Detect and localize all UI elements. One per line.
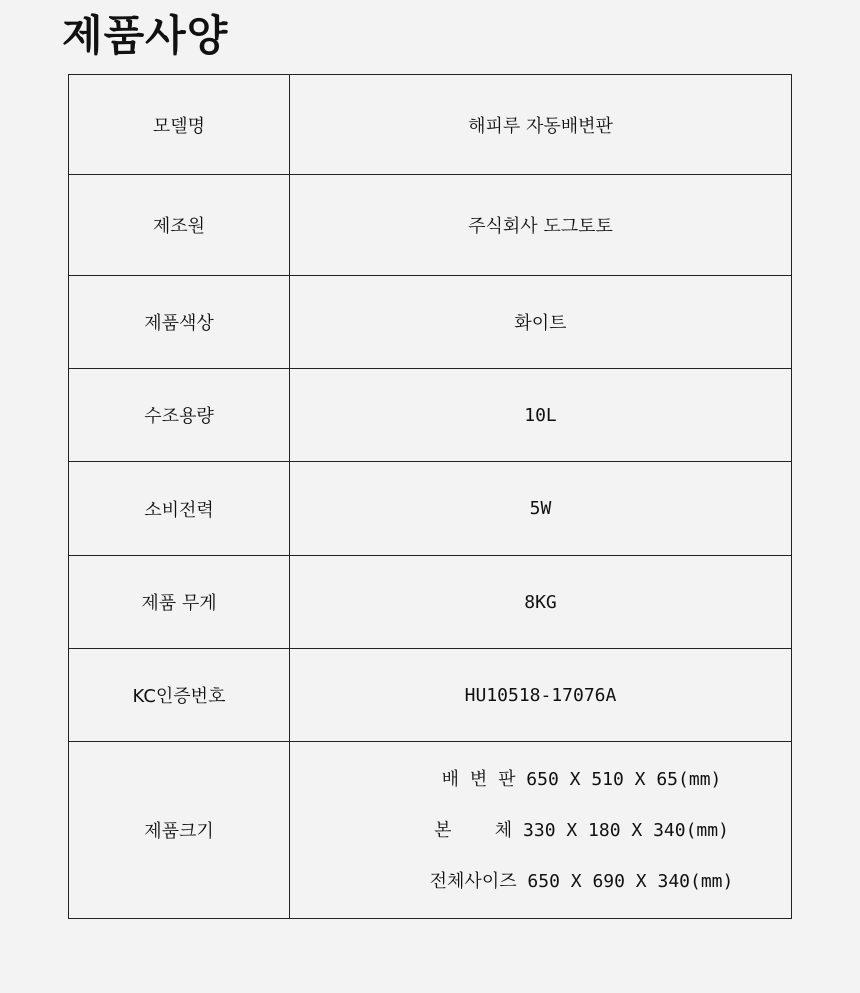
spec-value: 화이트	[290, 276, 792, 369]
spec-row-size	[69, 742, 792, 919]
spec-row-model	[69, 75, 792, 175]
size-line-total: 전체사이즈 650 X 690 X 340(mm)	[429, 870, 734, 892]
spec-row-kc	[69, 649, 792, 742]
spec-value: 해피루 자동배변판	[290, 75, 792, 175]
spec-label: 제품크기	[69, 742, 290, 919]
size-line-body: 본 체 330 X 180 X 340(mm)	[434, 819, 729, 841]
spec-label: 모델명	[69, 75, 290, 175]
spec-value: 주식회사 도그토토	[290, 175, 792, 276]
spec-label: 소비전력	[69, 462, 290, 556]
page-title: 제품사양	[62, 11, 229, 60]
spec-table	[68, 74, 792, 919]
spec-value: HU10518-17076A	[290, 649, 792, 742]
spec-value: 5W	[290, 462, 792, 556]
spec-value	[290, 742, 792, 919]
spec-value: 10L	[290, 369, 792, 462]
spec-row-capacity	[69, 369, 792, 462]
spec-label: 제품색상	[69, 276, 290, 369]
spec-row-manufacturer	[69, 175, 792, 276]
size-line-tray: 배 변 판 650 X 510 X 65(mm)	[441, 768, 722, 790]
spec-row-color	[69, 276, 792, 369]
spec-label: 제조원	[69, 175, 290, 276]
spec-label: 제품 무게	[69, 556, 290, 649]
spec-row-power	[69, 462, 792, 556]
spec-label: 수조용량	[69, 369, 290, 462]
spec-row-weight	[69, 556, 792, 649]
spec-value: 8KG	[290, 556, 792, 649]
spec-label: KC인증번호	[69, 649, 290, 742]
